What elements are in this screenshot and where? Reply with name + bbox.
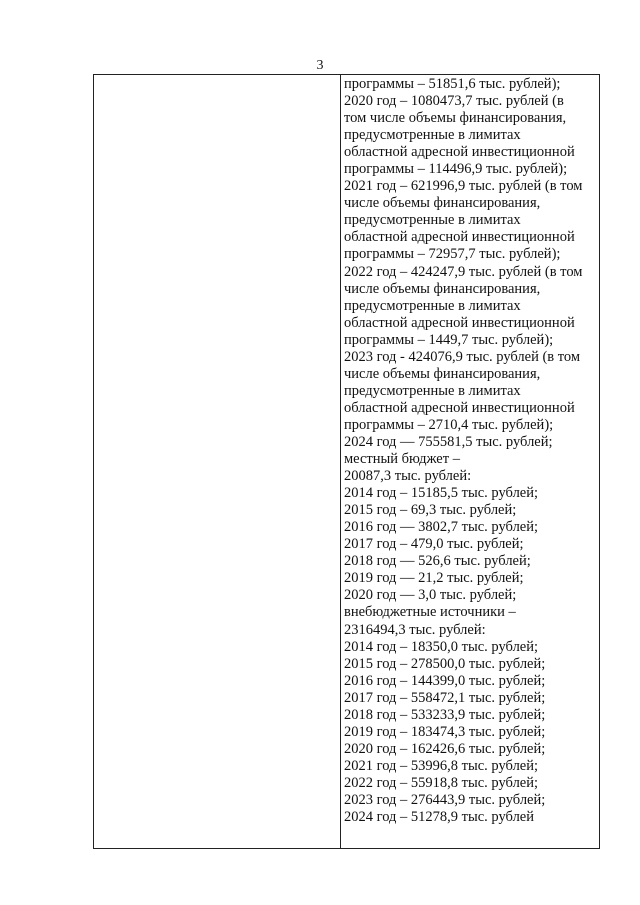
financing-text-line: числе объемы финансирования, [344, 365, 541, 382]
financing-text-line: областной адресной инвестиционной [344, 229, 575, 246]
financing-text-line: 2016 год – 144399,0 тыс. рублей; [344, 672, 546, 689]
financing-text-line: числе объемы финансирования, [344, 280, 541, 297]
financing-text-line: 20087,3 тыс. рублей: [344, 468, 472, 485]
financing-text-line: местный бюджет – [344, 451, 460, 468]
financing-text-line: 2017 год – 558472,1 тыс. рублей; [344, 689, 546, 706]
financing-table [93, 74, 600, 849]
financing-text-line: том числе объемы финансирования, [344, 110, 567, 127]
financing-text-line: 2014 год – 18350,0 тыс. рублей; [344, 638, 539, 655]
financing-text-line: 2020 год – 162426,6 тыс. рублей; [344, 740, 546, 757]
financing-text-line: 2018 год – 533233,9 тыс. рублей; [344, 706, 546, 723]
financing-text-line: 2017 год – 479,0 тыс. рублей; [344, 536, 524, 553]
financing-text-line: областной адресной инвестиционной [344, 399, 575, 416]
financing-text-line: областной адресной инвестиционной [344, 144, 575, 161]
financing-text-line: числе объемы финансирования, [344, 195, 541, 212]
financing-text-line: предусмотренные в лимитах [344, 127, 521, 144]
financing-text-line: 2015 год – 278500,0 тыс. рублей; [344, 655, 546, 672]
financing-text-line: 2023 год – 276443,9 тыс. рублей; [344, 791, 546, 808]
financing-text-line: 2014 год – 15185,5 тыс. рублей; [344, 485, 539, 502]
financing-text-line: 2018 год — 526,6 тыс. рублей; [344, 553, 531, 570]
financing-text-line: предусмотренные в лимитах [344, 212, 521, 229]
financing-text-line: 2024 год — 755581,5 тыс. рублей; [344, 433, 553, 450]
financing-text-line: программы – 72957,7 тыс. рублей); [344, 246, 561, 263]
financing-text-line: 2022 год – 55918,8 тыс. рублей; [344, 774, 539, 791]
financing-text-line: 2019 год — 21,2 тыс. рублей; [344, 570, 524, 587]
financing-text-line: предусмотренные в лимитах [344, 382, 521, 399]
financing-text-line: 2021 год – 621996,9 тыс. рублей (в том [344, 178, 583, 195]
financing-text-line: 2023 год - 424076,9 тыс. рублей (в том [344, 348, 581, 365]
financing-text-line: внебюджетные источники – [344, 604, 516, 621]
financing-text-line: 2022 год – 424247,9 тыс. рублей (в том [344, 263, 583, 280]
financing-text-line: 2015 год – 69,3 тыс. рублей; [344, 502, 517, 519]
table-cell-left-empty [94, 75, 341, 848]
financing-text-line: 2019 год – 183474,3 тыс. рублей; [344, 723, 546, 740]
financing-text-line: областной адресной инвестиционной [344, 314, 575, 331]
financing-text-line: 2316494,3 тыс. рублей: [344, 621, 486, 638]
financing-text-line: программы – 51851,6 тыс. рублей); [344, 76, 561, 92]
financing-text-line: программы – 1449,7 тыс. рублей); [344, 331, 554, 348]
financing-text-line: программы – 114496,9 тыс. рублей); [344, 161, 568, 178]
financing-text-line: программы – 2710,4 тыс. рублей); [344, 416, 554, 433]
page-number: 3 [316, 58, 324, 73]
financing-text-line: 2021 год – 53996,8 тыс. рублей; [344, 757, 539, 774]
financing-text-line: 2020 год – 1080473,7 тыс. рублей (в [344, 93, 564, 110]
financing-text-line: предусмотренные в лимитах [344, 297, 521, 314]
financing-text-line: 2024 год – 51278,9 тыс. рублей [344, 809, 535, 826]
financing-text-line: 2016 год — 3802,7 тыс. рублей; [344, 519, 539, 536]
table-cell-right-financing-text [341, 75, 599, 848]
financing-text-line: 2020 год — 3,0 тыс. рублей; [344, 587, 517, 604]
